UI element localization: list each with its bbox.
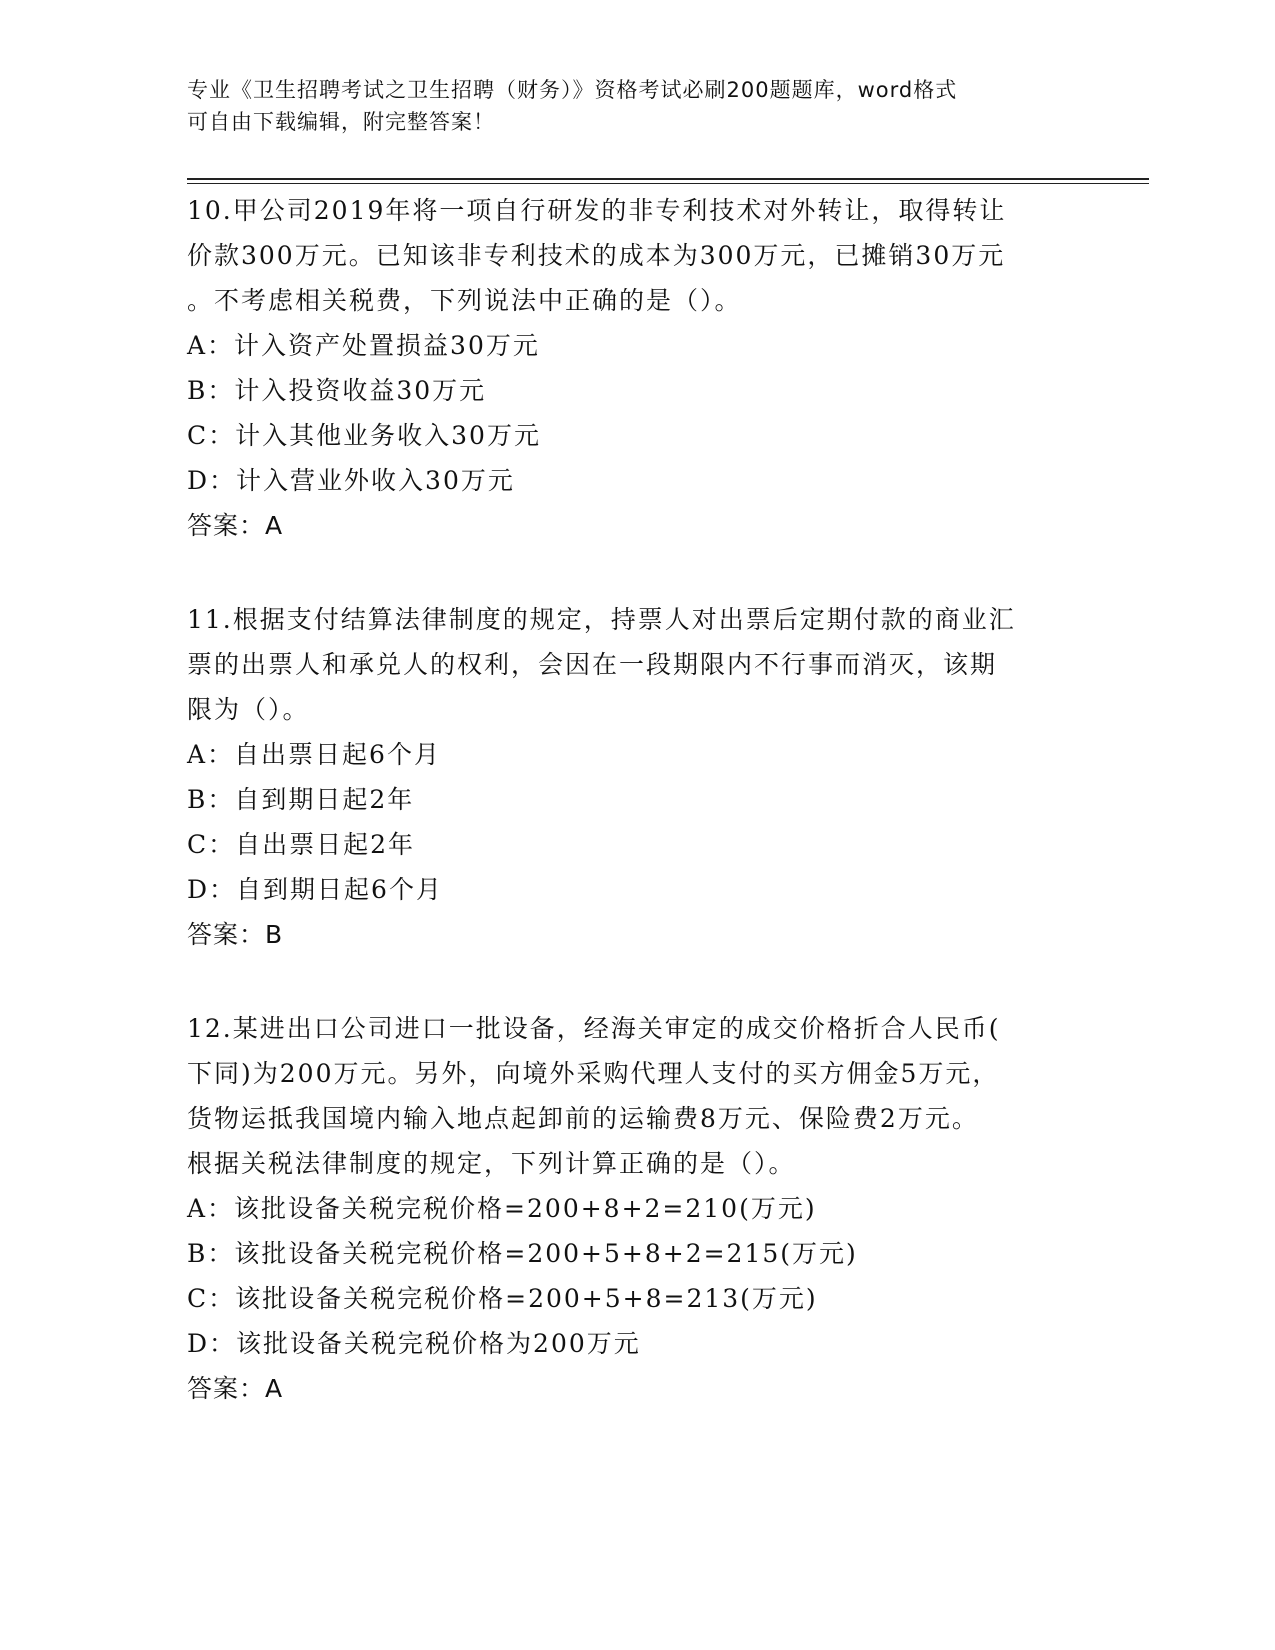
option-d: D：该批设备关税完税价格为200万元 (187, 1329, 641, 1358)
answer-line: 答案：A (187, 1374, 284, 1403)
question-10 (187, 188, 1087, 548)
question-stem-line: 。不考虑相关税费，下列说法中正确的是（）。 (187, 286, 742, 315)
option-b: B：自到期日起2年 (187, 785, 415, 814)
header-line-1: 专业《卫生招聘考试之卫生招聘（财务）》资格考试必刷200题题库，word格式 (187, 78, 958, 102)
option-b: B：该批设备关税完税价格=200+5+8+2=215(万元) (187, 1239, 858, 1268)
question-stem-line: 12.某进出口公司进口一批设备，经海关审定的成交价格折合人民币( (187, 1014, 1001, 1043)
option-c: C：自出票日起2年 (187, 830, 416, 859)
option-a: A：计入资产处置损益30万元 (187, 331, 540, 360)
question-stem-line: 票的出票人和承兑人的权利，会因在一段期限内不行事而消灭，该期 (187, 650, 998, 679)
question-stem-line: 10.甲公司2019年将一项自行研发的非专利技术对外转让，取得转让 (187, 196, 1007, 225)
question-stem-line: 下同)为200万元。另外，向境外采购代理人支付的买方佣金5万元， (187, 1059, 1000, 1088)
header-divider-thin (187, 183, 1149, 184)
header-divider-thick (187, 178, 1149, 180)
option-d: D：自到期日起6个月 (187, 875, 443, 904)
answer-line: 答案：A (187, 511, 284, 540)
answer-line: 答案：B (187, 920, 284, 949)
question-11 (187, 597, 1087, 957)
question-stem-line: 11.根据支付结算法律制度的规定，持票人对出票后定期付款的商业汇 (187, 605, 1016, 634)
document-header (187, 74, 1067, 138)
option-a: A：自出票日起6个月 (187, 740, 441, 769)
question-stem-line: 价款300万元。已知该非专利技术的成本为300万元，已摊销30万元 (187, 241, 1006, 270)
option-c: C：该批设备关税完税价格=200+5+8=213(万元) (187, 1284, 818, 1313)
question-stem-line: 货物运抵我国境内输入地点起卸前的运输费8万元、保险费2万元。 (187, 1104, 979, 1133)
option-a: A：该批设备关税完税价格=200+8+2=210(万元) (187, 1194, 817, 1223)
option-c: C：计入其他业务收入30万元 (187, 421, 541, 450)
question-stem-line: 根据关税法律制度的规定，下列计算正确的是（）。 (187, 1149, 796, 1178)
option-d: D：计入营业外收入30万元 (187, 466, 515, 495)
option-b: B：计入投资收益30万元 (187, 376, 487, 405)
header-line-2: 可自由下载编辑，附完整答案！ (187, 110, 495, 134)
question-12 (187, 1006, 1087, 1411)
question-stem-line: 限为（）。 (187, 695, 310, 724)
